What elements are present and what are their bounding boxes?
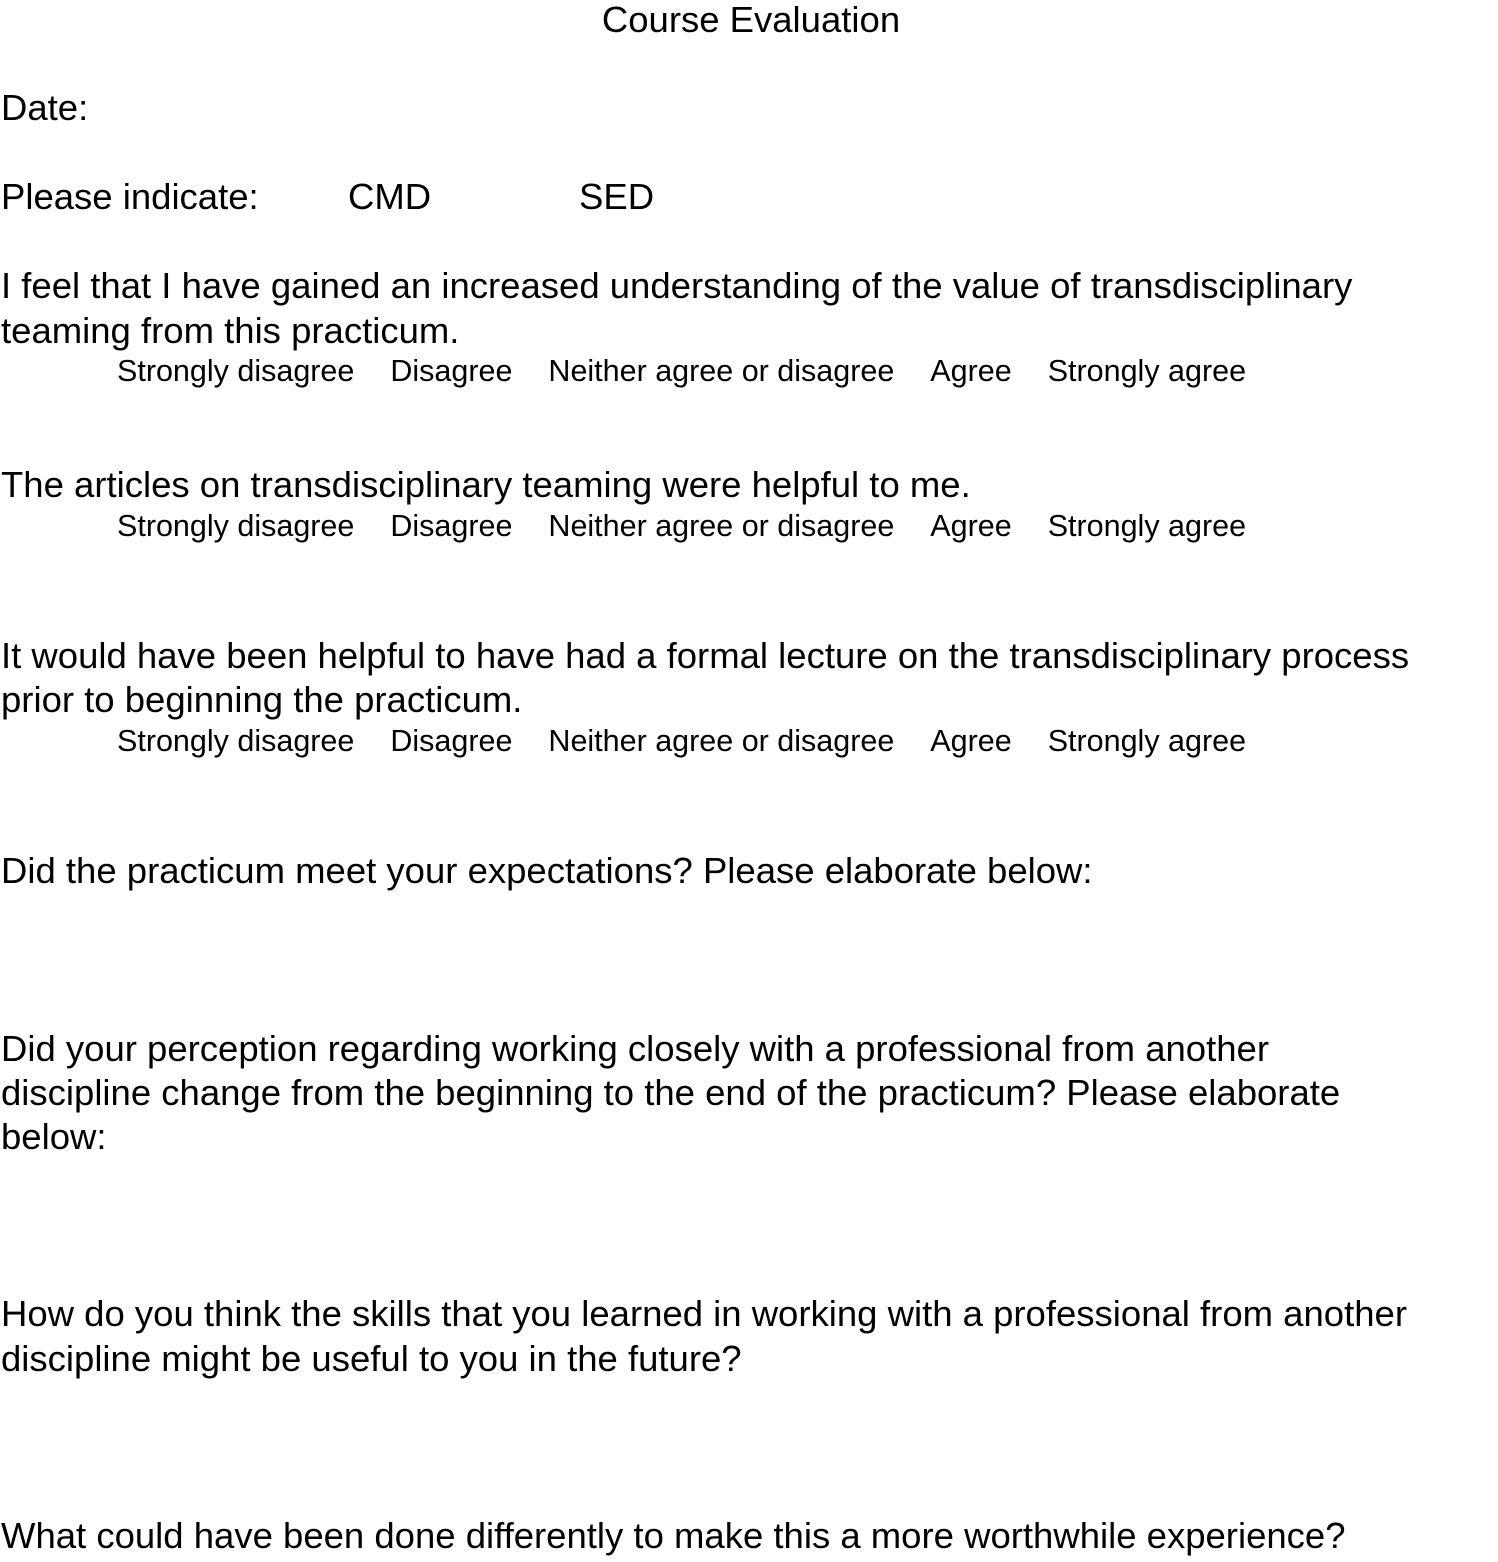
scale-option-neither[interactable]: Neither agree or disagree [548, 354, 895, 388]
scale-option-strongly-disagree[interactable]: Strongly disagree [117, 354, 355, 388]
scale-option-disagree[interactable]: Disagree [390, 354, 513, 388]
scale-option-disagree[interactable]: Disagree [390, 509, 513, 543]
scale-option-strongly-agree[interactable]: Strongly agree [1047, 354, 1247, 388]
agreement-scale [117, 508, 1246, 544]
scale-option-strongly-disagree[interactable]: Strongly disagree [117, 509, 355, 543]
page-title: Course Evaluation [601, 0, 901, 40]
scale-option-agree[interactable]: Agree [930, 509, 1012, 543]
option-sed[interactable]: SED [579, 176, 655, 217]
scale-option-disagree[interactable]: Disagree [390, 724, 513, 758]
question-text: Did your perception regarding working closely with a professional from another [1, 1028, 1270, 1069]
question-text: below: [1, 1116, 107, 1157]
question-text: How do you think the skills that you learned in working with a professional from another [1, 1293, 1407, 1334]
scale-option-agree[interactable]: Agree [930, 354, 1012, 388]
scale-option-strongly-disagree[interactable]: Strongly disagree [117, 724, 355, 758]
agreement-scale [117, 723, 1246, 759]
question-text: The articles on transdisciplinary teaming were helpful to me. [1, 464, 971, 505]
question-text: Did the practicum meet your expectations? Please elaborate below: [1, 850, 1093, 891]
scale-option-strongly-agree[interactable]: Strongly agree [1047, 724, 1247, 758]
question-text: teaming from this practicum. [1, 310, 460, 351]
scale-option-neither[interactable]: Neither agree or disagree [548, 724, 895, 758]
question-text: What could have been done differently to make this a more worthwhile experience? [1, 1515, 1346, 1556]
question-text: prior to beginning the practicum. [1, 679, 523, 720]
agreement-scale [117, 353, 1246, 389]
scale-option-agree[interactable]: Agree [930, 724, 1012, 758]
question-text: It would have been helpful to have had a formal lecture on the transdisciplinary process [1, 635, 1410, 676]
date-label: Date: [1, 87, 89, 128]
indicate-label: Please indicate: [1, 176, 259, 217]
scale-option-strongly-agree[interactable]: Strongly agree [1047, 509, 1247, 543]
question-text: discipline change from the beginning to the end of the practicum? Please elaborate [1, 1072, 1341, 1113]
scale-option-neither[interactable]: Neither agree or disagree [548, 509, 895, 543]
question-text: I feel that I have gained an increased understanding of the value of transdisciplinary [1, 265, 1353, 306]
option-cmd[interactable]: CMD [348, 176, 432, 217]
question-text: discipline might be useful to you in the future? [1, 1338, 742, 1379]
